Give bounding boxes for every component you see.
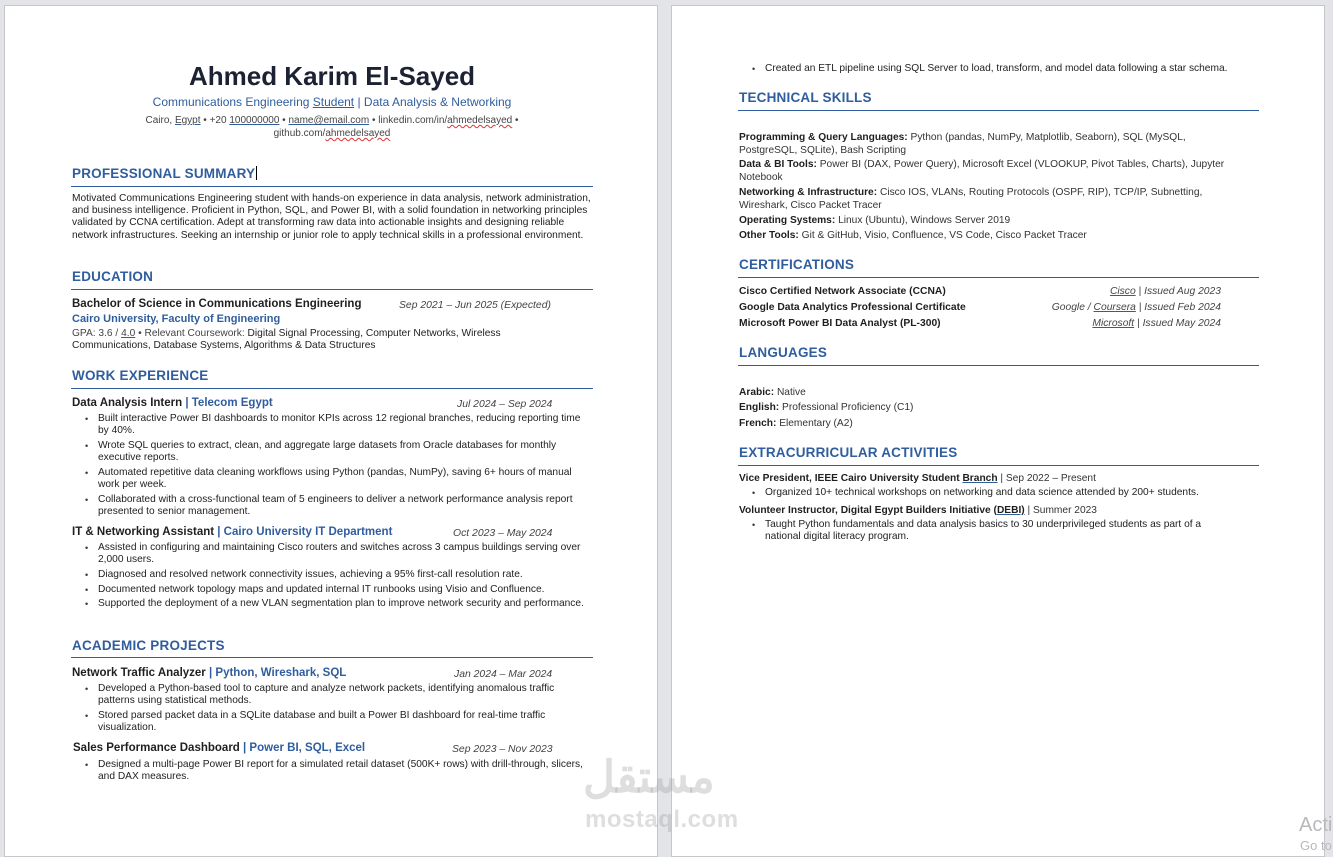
resume-tagline: Communications Engineering Student | Data Analysis & Networking <box>152 95 512 109</box>
job-title: Data Analysis Intern | Telecom Egypt <box>72 397 273 409</box>
language-row: Arabic: Native <box>739 387 806 398</box>
job-dates: Oct 2023 – May 2024 <box>453 528 553 539</box>
watermark-logo-arabic: مستقل <box>583 753 715 802</box>
github-link[interactable]: github.com/ahmedelsayed <box>273 128 391 139</box>
list-item: • Created an ETL pipeline using SQL Server to load, transform, and model data following a star schema. <box>739 63 1299 75</box>
list-item: • Stored parsed packet data in a SQLite database and built a Power BI dashboard for real-time traffic visualization. <box>72 710 592 735</box>
project-bullets <box>72 759 592 786</box>
project-dates: Sep 2023 – Nov 2023 <box>452 744 553 755</box>
list-item: • Wrote SQL queries to extract, clean, and aggregate large datasets from Oracle databases for monthly executive reports. <box>72 440 592 465</box>
language-row: French: Elementary (A2) <box>739 418 853 429</box>
job-dates: Jul 2024 – Sep 2024 <box>457 399 553 410</box>
cert-meta: Microsoft | Issued May 2024 <box>1092 318 1221 329</box>
skill-row: Operating Systems: Linux (Ubuntu), Windows Server 2019 <box>739 215 1011 226</box>
list-item: • Designed a multi-page Power BI report for a simulated retail dataset (500K+ rows) with drill-through, slicers, and DAX measures. <box>72 759 592 784</box>
text-cursor <box>256 166 257 180</box>
section-rule <box>71 657 593 658</box>
job-bullets <box>72 542 592 613</box>
section-rule <box>71 186 593 187</box>
section-rule <box>738 277 1259 278</box>
section-rule <box>738 365 1259 366</box>
section-heading-projects: ACADEMIC PROJECTS <box>72 638 225 653</box>
education-dates: Sep 2021 – Jun 2025 (Expected) <box>399 300 551 311</box>
section-rule <box>738 110 1259 111</box>
section-heading-experience: WORK EXPERIENCE <box>72 368 209 383</box>
cert-name: Microsoft Power BI Data Analyst (PL-300) <box>739 318 941 329</box>
education-school: Cairo University, Faculty of Engineering <box>72 313 281 325</box>
language-row: English: Professional Proficiency (C1) <box>739 402 914 413</box>
project-bullets-continued <box>739 63 1299 78</box>
email-link[interactable]: name@email.com <box>288 115 370 126</box>
activate-windows-title: Acti <box>1299 814 1333 836</box>
list-item: • Documented network topology maps and updated internal IT runbooks using Visio and Confluence. <box>72 584 592 596</box>
list-item: • Taught Python fundamentals and data analysis basics to 30 underprivileged students as part of a national digital literacy program. <box>739 519 1239 544</box>
section-heading-skills: TECHNICAL SKILLS <box>739 90 872 105</box>
job-bullets <box>72 413 592 521</box>
section-heading-education: EDUCATION <box>72 269 154 284</box>
section-rule <box>71 289 593 290</box>
watermark-text: mostaql.com <box>585 806 739 833</box>
project-dates: Jan 2024 – Mar 2024 <box>454 669 553 680</box>
tagline-student: Student <box>312 95 355 109</box>
list-item: • Collaborated with a cross-functional team of 5 engineers to deliver a network performance analysis report presented to senior management. <box>72 494 592 519</box>
project-bullets <box>72 683 592 737</box>
project-title: Network Traffic Analyzer | Python, Wireshark, SQL <box>72 667 347 679</box>
section-heading-certifications: CERTIFICATIONS <box>739 257 855 272</box>
section-rule <box>71 388 593 389</box>
list-item: • Automated repetitive data cleaning workflows using Python (pandas, NumPy), saving 6+ hours of manual work per week. <box>72 467 592 492</box>
project-title: Sales Performance Dashboard | Power BI, SQL, Excel <box>73 742 366 754</box>
list-item: • Organized 10+ technical workshops on networking and data science attended by 200+ students. <box>739 487 1279 499</box>
summary-text: Motivated Communications Engineering student with hands-on experience in data analysis, network administration, and business intelligence. Proficient in Python, SQL, and Power BI, with a solid foundation in networking principles validated by CCNA certification. Adept at transforming raw data into actionable insights and designing reliable network infrastructures. Seeking an internship or junior role to apply technical skills in a professional environment. <box>72 193 591 241</box>
skill-row: Programming & Query Languages: Python (pandas, NumPy, Matplotlib, Seaborn), SQL (MySQL, PostgreSQL, SQLite), Bash Scripting <box>739 132 1186 156</box>
education-details: GPA: 3.6 / 4.0 • Relevant Coursework: Digital Signal Processing, Computer Networks, Wireless Communications, Database Systems, Algorithms & Data Structures <box>72 328 501 352</box>
section-heading-activities: EXTRACURRICULAR ACTIVITIES <box>739 445 958 460</box>
list-item: • Assisted in configuring and maintaining Cisco routers and switches across 3 campus buildings serving over 2,000 users. <box>72 542 592 567</box>
document-page-2[interactable] <box>671 5 1325 857</box>
cert-meta: Google / Coursera | Issued Feb 2024 <box>1051 302 1221 313</box>
phone-number: 100000000 <box>229 115 280 126</box>
list-item: • Built interactive Power BI dashboards to monitor KPIs across 12 regional branches, reducing reporting time by 40%. <box>72 413 592 438</box>
activate-windows-subtitle: Go to <box>1300 838 1332 853</box>
resume-name: Ahmed Karim El-Sayed <box>188 61 476 91</box>
section-heading-summary: PROFESSIONAL SUMMARY <box>72 166 256 181</box>
linkedin-link[interactable]: linkedin.com/in/ahmedelsayed <box>378 115 513 126</box>
skill-row: Data & BI Tools: Power BI (DAX, Power Query), Microsoft Excel (VLOOKUP, Pivot Tables, Charts), Jupyter Notebook <box>739 159 1225 183</box>
contact-line: Cairo, Egypt • +20 100000000 • name@email.com • linkedin.com/in/ahmedelsayed • github.com/ahmedelsayed <box>145 115 519 139</box>
education-degree: Bachelor of Science in Communications Engineering <box>72 298 362 310</box>
skill-row: Networking & Infrastructure: Cisco IOS, VLANs, Routing Protocols (OSPF, RIP), TCP/IP, Subnetting, Wireshark, Cisco Packet Tracer <box>739 187 1203 211</box>
section-heading-languages: LANGUAGES <box>739 345 828 360</box>
section-rule <box>738 465 1259 466</box>
list-item: • Diagnosed and resolved network connectivity issues, achieving a 95% first-call resolution rate. <box>72 569 592 581</box>
document-page-1[interactable] <box>4 5 658 857</box>
cert-meta: Cisco | Issued Aug 2023 <box>1109 286 1221 297</box>
activity-bullets <box>739 519 1239 546</box>
activity-title: Volunteer Instructor, Digital Egypt Builders Initiative (DEBI) | Summer 2023 <box>739 505 1097 516</box>
cert-name: Cisco Certified Network Associate (CCNA) <box>739 286 946 297</box>
list-item: • Developed a Python-based tool to capture and analyze network packets, identifying anomalous traffic patterns using statistical methods. <box>72 683 592 708</box>
skill-row: Other Tools: Git & GitHub, Visio, Confluence, VS Code, Cisco Packet Tracer <box>739 230 1087 241</box>
job-title: IT & Networking Assistant | Cairo University IT Department <box>72 526 393 538</box>
activity-bullets <box>739 487 1279 502</box>
activity-title: Vice President, IEEE Cairo University Student Branch | Sep 2022 – Present <box>739 473 1096 484</box>
list-item: • Supported the deployment of a new VLAN segmentation plan to improve network security and performance. <box>72 598 592 610</box>
cert-name: Google Data Analytics Professional Certificate <box>739 302 966 313</box>
